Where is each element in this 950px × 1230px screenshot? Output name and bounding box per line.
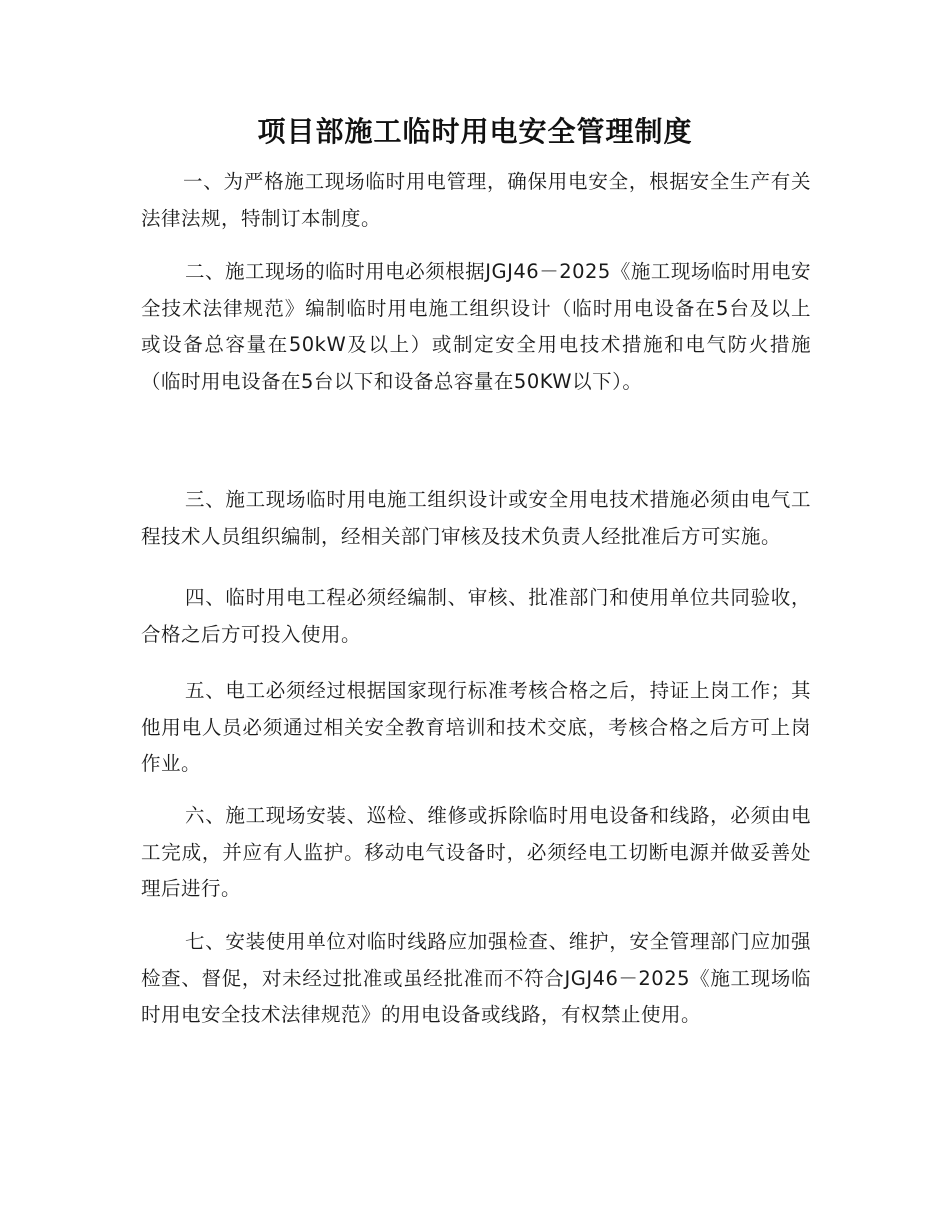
paragraph-5: 五、电工必须经过根据国家现行标准考核合格之后，持证上岗工作；其他用电人员必须通过相关安全教育培训和技术交底，考核合格之后方可上岗作业。 xyxy=(141,679,811,775)
paragraph-6: 六、施工现场安装、巡检、维修或拆除临时用电设备和线路，必须由电工完成，并应有人监护。移动电气设备时，必须经电工切断电源并做妥善处理后进行。 xyxy=(141,804,811,900)
paragraph-1: 一、为严格施工现场临时用电管理，确保用电安全，根据安全生产有关法律法规，特制订本制度。 xyxy=(141,170,811,230)
paragraph-2: 二、施工现场的临时用电必须根据JGJ46－2025《施工现场临时用电安全技术法律规范》编制临时用电施工组织设计（临时用电设备在5台及以上或设备总容量在50kW及以上）或制定安全用电技术措施和电气防火措施（临时用电设备在5台以下和设备总容量在50KW以下）。 xyxy=(141,260,811,393)
document-title: 项目部施工临时用电安全管理制度 xyxy=(257,115,693,148)
paragraph-3: 三、施工现场临时用电施工组织设计或安全用电技术措施必须由电气工程技术人员组织编制，经相关部门审核及技术负责人经批准后方可实施。 xyxy=(141,488,811,548)
paragraph-7: 七、安装使用单位对临时线路应加强检查、维护，安全管理部门应加强检查、督促，对未经过批准或虽经批准而不符合JGJ46－2025《施工现场临时用电安全技术法律规范》的用电设备或线路，有权禁止使用。 xyxy=(141,930,811,1026)
paragraph-4: 四、临时用电工程必须经编制、审核、批准部门和使用单位共同验收，合格之后方可投入使用。 xyxy=(141,586,811,646)
